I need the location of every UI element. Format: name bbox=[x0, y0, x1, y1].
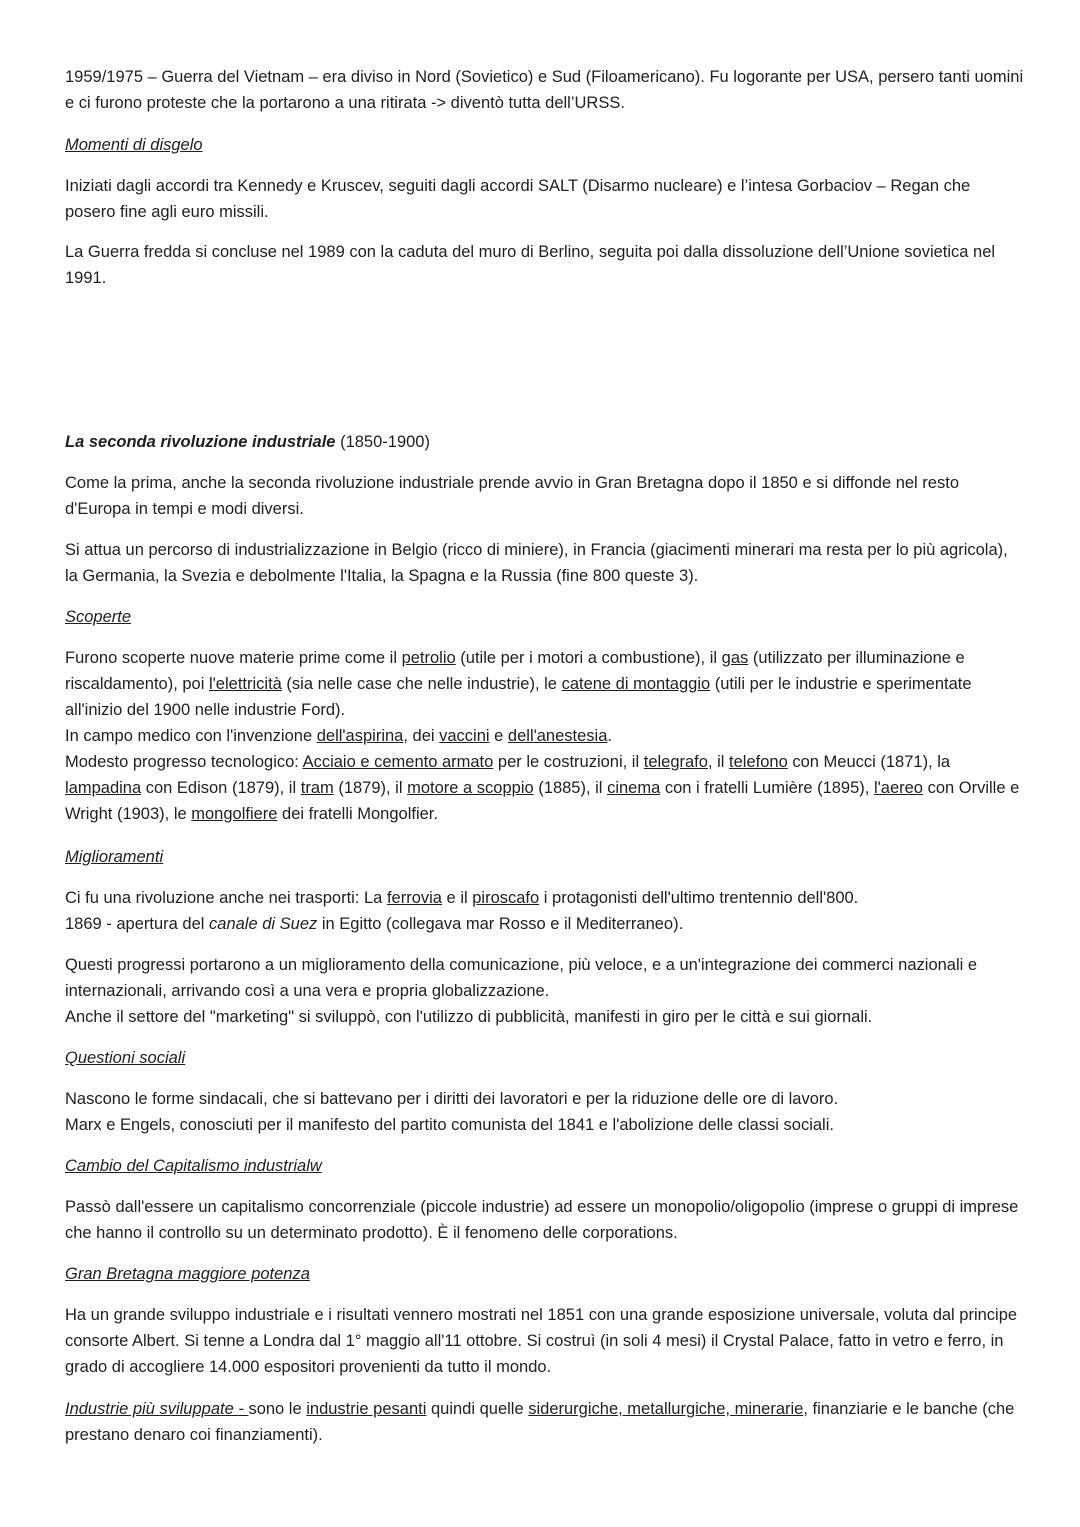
marx-line: Marx e Engels, conosciuti per il manifesto del partito comunista del 1841 e l'abolizione delle classi sociali. bbox=[65, 1116, 834, 1134]
scoperte-tecnologia bbox=[65, 749, 1025, 827]
text-run: . bbox=[607, 727, 612, 745]
text-run: per le costruzioni, il bbox=[493, 753, 644, 771]
term-catene: catene di montaggio bbox=[561, 675, 711, 693]
suez-line bbox=[65, 911, 1025, 937]
term-aereo: l'aereo bbox=[873, 779, 923, 797]
text-run: In campo medico con l'invenzione bbox=[65, 727, 317, 745]
rivoluzione-paragraph-2: Si attua un percorso di industrializzazione in Belgio (ricco di miniere), in Francia (giacimenti minerari ma resta per lo più agricola), la Germania, la Svezia e debolmente l'Italia, la Spagna e la Russia (fine 800 queste 3). bbox=[65, 541, 1008, 585]
text-run: Furono scoperte nuove materie prime come il bbox=[65, 649, 402, 667]
scoperte-heading: Scoperte bbox=[65, 608, 132, 626]
term-mongolfiere: mongolfiere bbox=[191, 805, 278, 823]
text-run: (utilizzato per illuminazione e riscaldamento), poi bbox=[65, 649, 965, 693]
text-run: 1869 - apertura del bbox=[65, 915, 210, 933]
rivoluzione-dates: (1850-1900) bbox=[335, 433, 430, 451]
industrie-paragraph bbox=[65, 1396, 1025, 1448]
term-anestesia: dell'anestesia bbox=[507, 727, 608, 745]
term-acciaio: Acciaio e cemento armato bbox=[302, 753, 494, 771]
scoperte-medico bbox=[65, 723, 1025, 749]
rivoluzione-paragraph-1: Come la prima, anche la seconda rivoluzione industriale prende avvio in Gran Bretagna dopo il 1850 e si diffonde nel resto d'Europa in tempi e modi diversi. bbox=[65, 474, 959, 518]
sociali-body bbox=[65, 1086, 1025, 1138]
marketing-paragraph: Anche il settore del "marketing" si sviluppò, con l'utilizzo di pubblicità, manifesti in giro per le città e sui giornali. bbox=[65, 1008, 873, 1026]
term-aspirina: dell'aspirina bbox=[316, 727, 404, 745]
term-piroscafo: piroscafo bbox=[472, 889, 540, 907]
text-run: , finanziarie e le banche (che prestano denaro coi finanziamenti). bbox=[65, 1400, 1015, 1444]
sindacati-line: Nascono le forme sindacali, che si battevano per i diritti dei lavoratori e per la riduzione delle ore di lavoro. bbox=[65, 1090, 839, 1108]
term-ferrovia: ferrovia bbox=[386, 889, 442, 907]
term-gas: gas bbox=[721, 649, 749, 667]
text-run: Ci fu una rivoluzione anche nei trasporti: La bbox=[65, 889, 387, 907]
text-run: (utile per i motori a combustione), il bbox=[455, 649, 722, 667]
term-vaccini: vaccini bbox=[439, 727, 490, 745]
text-run: con Meucci (1871), la bbox=[787, 753, 951, 771]
capitalismo-paragraph: Passò dall'essere un capitalismo concorrenziale (piccole industrie) ad essere un monopolio/oligopolio (imprese o gruppi di imprese che hanno il controllo su un determinato prodotto). È il fenomeno delle corporations. bbox=[65, 1198, 1019, 1242]
text-run: e il bbox=[441, 889, 473, 907]
rivoluzione-title bbox=[65, 429, 1025, 455]
sociali-heading: Questioni sociali bbox=[65, 1049, 186, 1067]
disgelo-paragraph-2: La Guerra fredda si concluse nel 1989 con la caduta del muro di Berlino, seguita poi dalla dissoluzione dell’Unione sovietica nel 1991. bbox=[65, 243, 996, 287]
capitalismo-heading: Cambio del Capitalismo industrialw bbox=[65, 1157, 322, 1175]
scoperte-materie bbox=[65, 645, 1025, 723]
rivoluzione-title-text: La seconda rivoluzione industriale bbox=[65, 433, 336, 451]
britannia-heading: Gran Bretagna maggiore potenza bbox=[65, 1265, 310, 1283]
term-telefono: telefono bbox=[729, 753, 788, 771]
term-telegrafo: telegrafo bbox=[643, 753, 708, 771]
miglioramenti-progressi bbox=[65, 952, 1025, 1030]
text-run: con i fratelli Lumière (1895), bbox=[660, 779, 874, 797]
text-run: con Edison (1879), il bbox=[141, 779, 301, 797]
text-run: (utili per le industrie e sperimentate all'inizio del 1900 nelle industrie Ford). bbox=[65, 675, 972, 719]
text-run: con Orville e Wright (1903), le bbox=[65, 779, 1020, 823]
scoperte-body bbox=[65, 645, 1025, 827]
trasporti-line bbox=[65, 885, 1025, 911]
progressi-paragraph: Questi progressi portarono a un miglioramento della comunicazione, più veloce, e a un'integrazione dei commerci nazionali e internazionali, arrivando così a una vera e propria globalizzazione. bbox=[65, 956, 978, 1000]
term-elettricita: l'elettricità bbox=[208, 675, 282, 693]
disgelo-paragraph-1: Iniziati dagli accordi tra Kennedy e Kruscev, seguiti dagli accordi SALT (Disarmo nucleare) e l’intesa Gorbaciov – Regan che posero fine agli euro missili. bbox=[65, 177, 971, 221]
term-lampadina: lampadina bbox=[65, 779, 142, 797]
text-run: in Egitto (collegava mar Rosso e il Mediterraneo). bbox=[317, 915, 684, 933]
text-run: e bbox=[489, 727, 508, 745]
text-run: Modesto progresso tecnologico: bbox=[65, 753, 303, 771]
text-run: quindi quelle bbox=[426, 1400, 529, 1418]
term-industrie-tipi: siderurgiche, metallurgiche, minerarie bbox=[528, 1400, 804, 1418]
text-run: (sia nelle case che nelle industrie), le bbox=[281, 675, 562, 693]
term-cinema: cinema bbox=[607, 779, 661, 797]
term-industrie-pesanti: industrie pesanti bbox=[306, 1400, 427, 1418]
disgelo-heading: Momenti di disgelo bbox=[65, 136, 203, 154]
text-run: , il bbox=[707, 753, 730, 771]
text-run: (1885), il bbox=[533, 779, 608, 797]
text-run: (1879), il bbox=[333, 779, 408, 797]
vietnam-paragraph: 1959/1975 – Guerra del Vietnam – era diviso in Nord (Sovietico) e Sud (Filoamericano). Fu logorante per USA, persero tanti uomini e ci furono proteste che la portarono a una ritirata -> diventò tutta dell’URSS. bbox=[65, 68, 1024, 112]
text-run: i protagonisti dell'ultimo trentennio dell'800. bbox=[539, 889, 859, 907]
text-run: , dei bbox=[403, 727, 440, 745]
term-motore: motore a scoppio bbox=[407, 779, 534, 797]
britannia-paragraph: Ha un grande sviluppo industriale e i risultati vennero mostrati nel 1851 con una grande esposizione universale, voluta dal principe consorte Albert. Si tenne a Londra dal 1° maggio all'11 ottobre. Si costruì (in soli 4 mesi) il Crystal Palace, fatto in vetro e ferro, in grado di accogliere 14.000 espositori provenienti da tutto il mondo. bbox=[65, 1306, 1018, 1376]
term-petrolio: petrolio bbox=[401, 649, 456, 667]
miglioramenti-trasporti bbox=[65, 885, 1025, 937]
industrie-heading: Industrie più sviluppate - bbox=[65, 1400, 249, 1418]
text-run: sono le bbox=[248, 1400, 307, 1418]
miglioramenti-heading: Miglioramenti bbox=[65, 848, 164, 866]
term-tram: tram bbox=[300, 779, 334, 797]
term-suez: canale di Suez bbox=[209, 915, 318, 933]
text-run: dei fratelli Mongolfier. bbox=[277, 805, 438, 823]
